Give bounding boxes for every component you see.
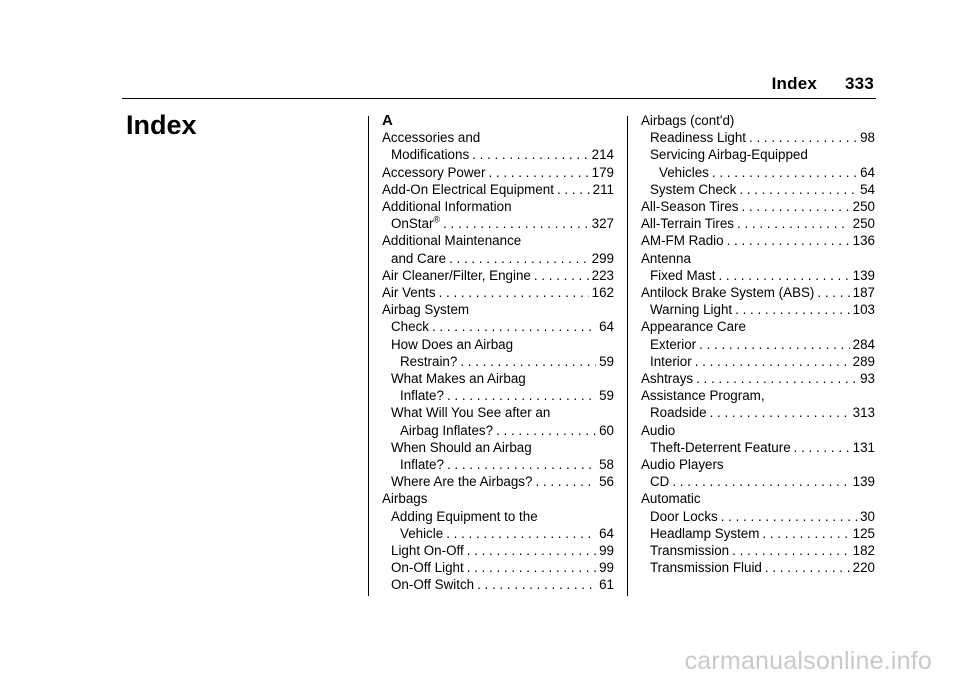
dot-leader <box>695 353 850 370</box>
index-entry-page: 223 <box>591 267 614 283</box>
index-entry-page: 187 <box>852 285 875 301</box>
index-entry-page: 59 <box>599 353 614 369</box>
index-entry-page: 211 <box>592 181 614 197</box>
index-entry-text: Add-On Electrical Equipment <box>382 181 554 197</box>
index-entry-label <box>391 318 429 335</box>
index-heading: What Will You See after an <box>391 405 551 421</box>
index-entry-page: 58 <box>599 457 614 473</box>
index-entry-label <box>650 508 718 525</box>
index-heading: Audio <box>641 422 676 438</box>
index-entry-label <box>391 559 464 576</box>
column-divider <box>627 116 628 596</box>
index-entry <box>382 525 614 542</box>
dot-leader <box>460 353 596 370</box>
index-entry-label <box>391 146 469 163</box>
index-heading: Audio Players <box>641 457 724 473</box>
index-entry-page: 99 <box>599 543 614 559</box>
index-entry-label <box>659 164 709 181</box>
index-letter-heading: A <box>382 112 393 129</box>
index-entry <box>382 267 614 284</box>
index-entry <box>641 129 875 146</box>
dot-leader <box>765 559 850 576</box>
header-rule <box>122 98 876 99</box>
index-entry-text: Modifications <box>391 147 470 163</box>
index-entry-label <box>641 198 739 215</box>
index-entry <box>382 422 614 439</box>
index-entry-text: Warning Light <box>650 302 733 318</box>
dot-leader <box>467 542 596 559</box>
index-entry-text: Ashtrays <box>641 371 694 387</box>
dot-leader <box>762 525 849 542</box>
dot-leader <box>443 215 589 232</box>
index-entry <box>641 267 875 284</box>
index-entry-label <box>391 576 474 593</box>
dot-leader <box>449 250 589 267</box>
index-entry-page: 162 <box>591 285 614 301</box>
dot-leader <box>710 404 850 421</box>
index-entry-text: AM-FM Radio <box>641 233 724 249</box>
index-entry-page: 61 <box>599 577 614 593</box>
index-heading: Adding Equipment to the <box>391 508 538 524</box>
index-entry-page: 250 <box>852 216 875 232</box>
index-entry-text: Transmission <box>650 543 730 559</box>
index-entry <box>641 215 875 232</box>
dot-leader <box>696 370 857 387</box>
dot-leader <box>718 267 849 284</box>
index-entry <box>382 387 614 404</box>
index-entry-page: 64 <box>599 525 614 541</box>
index-entry <box>382 456 614 473</box>
index-entry-label <box>400 525 443 542</box>
index-entry-text: Theft-Deterrent Feature <box>650 439 791 455</box>
index-entry-page: 103 <box>852 302 875 318</box>
dot-leader <box>699 336 850 353</box>
index-entry-label <box>391 215 440 232</box>
index-entry-page: 60 <box>599 422 614 438</box>
index-entry-page: 289 <box>852 353 875 369</box>
header-section-title: Index <box>771 74 818 93</box>
index-entry-text: All-Season Tires <box>641 199 739 215</box>
index-entry-text: Light On-Off <box>391 543 464 559</box>
index-entry-page: 131 <box>852 439 875 455</box>
dot-leader <box>534 267 589 284</box>
index-heading: Additional Information <box>382 199 512 215</box>
dot-leader <box>727 232 850 249</box>
index-entry-label <box>650 439 791 456</box>
index-entry-page: 59 <box>599 388 614 404</box>
index-entry <box>382 559 614 576</box>
dot-leader <box>737 215 850 232</box>
index-entry-text: Check <box>391 319 429 335</box>
index-entry-label <box>382 164 485 181</box>
index-entry-label <box>400 353 457 370</box>
index-entry <box>641 198 875 215</box>
index-entry-page: 98 <box>860 130 875 146</box>
index-entry-label <box>650 559 762 576</box>
index-entry-text: Antilock Brake System (ABS) <box>641 285 815 301</box>
index-entry-label <box>641 370 693 387</box>
index-entry <box>382 250 614 267</box>
page-title: Index <box>126 110 197 140</box>
index-entry-text: Vehicles <box>659 164 709 180</box>
index-entry <box>641 336 875 353</box>
index-entry <box>641 439 875 456</box>
index-entry <box>382 164 614 181</box>
index-entry <box>641 181 875 198</box>
index-entry-text: Vehicle <box>400 525 444 541</box>
index-entry-label <box>650 473 669 490</box>
index-entry-page: 64 <box>860 164 875 180</box>
index-entry <box>641 301 875 318</box>
index-entry-page: 99 <box>599 560 614 576</box>
index-entry-label <box>650 404 707 421</box>
index-heading: Additional Maintenance <box>382 233 522 249</box>
index-entry-label <box>650 336 696 353</box>
index-entry <box>641 353 875 370</box>
dot-leader <box>447 456 596 473</box>
index-entry-text: On-Off Switch <box>391 577 475 593</box>
index-entry-page: 139 <box>852 474 875 490</box>
index-entry <box>641 404 875 421</box>
index-entry-text: Readiness Light <box>650 130 747 146</box>
index-entry-page: 214 <box>591 147 614 163</box>
index-entry-text: Air Vents <box>382 285 436 301</box>
index-entry <box>382 284 614 301</box>
index-entry <box>641 473 875 490</box>
index-entry-page: 136 <box>852 233 875 249</box>
index-entry <box>641 525 875 542</box>
index-entry <box>382 318 614 335</box>
index-entry <box>641 559 875 576</box>
index-entry-page: 327 <box>591 216 614 232</box>
index-entry-label <box>400 422 493 439</box>
index-entry-page: 125 <box>852 525 875 541</box>
dot-leader <box>557 181 590 198</box>
index-entry-text: Airbag Inflates? <box>400 422 494 438</box>
dot-leader <box>535 473 596 490</box>
index-entry-text: Exterior <box>650 336 697 352</box>
index-entry-page: 220 <box>852 560 875 576</box>
index-entry-text: Fixed Mast <box>650 267 716 283</box>
index-entry <box>641 232 875 249</box>
index-entry-text: Interior <box>650 353 692 369</box>
index-heading: Airbags (cont'd) <box>641 113 735 128</box>
index-entry-page: 313 <box>852 405 875 421</box>
index-entry-text: Headlamp System <box>650 525 760 541</box>
dot-leader <box>721 508 857 525</box>
index-entry-label <box>641 284 814 301</box>
index-heading: When Should an Airbag <box>391 439 532 455</box>
dot-leader <box>477 576 596 593</box>
index-entry-label <box>400 456 444 473</box>
index-entry-text: Restrain? <box>400 353 458 369</box>
dot-leader <box>446 525 596 542</box>
index-heading: How Does an Airbag <box>391 336 514 352</box>
index-heading: Airbag System <box>382 302 470 318</box>
index-heading: Automatic <box>641 491 701 507</box>
index-entry-page: 182 <box>852 543 875 559</box>
index-entry-label <box>391 473 532 490</box>
index-heading: Servicing Airbag-Equipped <box>650 147 808 163</box>
dot-leader <box>496 422 596 439</box>
index-entry-page: 179 <box>591 164 614 180</box>
index-heading: Airbags <box>382 491 428 507</box>
index-entry-page: 93 <box>860 371 875 387</box>
index-entry-text: System Check <box>650 181 737 197</box>
index-entry-text: All-Terrain Tires <box>641 216 735 232</box>
index-entry-page: 299 <box>591 250 614 266</box>
dot-leader <box>447 387 596 404</box>
index-column-2 <box>641 112 875 576</box>
index-entry-label <box>650 525 759 542</box>
dot-leader <box>439 284 589 301</box>
dot-leader <box>472 146 589 163</box>
index-entry <box>382 146 614 163</box>
index-entry <box>382 542 614 559</box>
index-entry <box>641 284 875 301</box>
index-entry <box>382 473 614 490</box>
index-entry-page: 30 <box>860 508 875 524</box>
index-entry-label <box>641 232 724 249</box>
index-entry-text: Air Cleaner/Filter, Engine <box>382 267 531 283</box>
index-entry-label <box>382 267 531 284</box>
index-entry-text: Transmission Fluid <box>650 560 762 576</box>
dot-leader <box>488 164 588 181</box>
index-entry-text: Where Are the Airbags? <box>391 474 533 490</box>
index-entry <box>641 164 875 181</box>
index-entry-label <box>650 542 729 559</box>
index-entry-label <box>400 387 444 404</box>
index-entry-label <box>382 284 436 301</box>
index-heading: Assistance Program, <box>641 388 765 404</box>
dot-leader <box>712 164 857 181</box>
index-entry-page: 284 <box>852 336 875 352</box>
index-entry-text: and Care <box>391 250 447 266</box>
index-entry-text: OnStar <box>391 216 434 232</box>
index-entry <box>641 370 875 387</box>
index-entry-text: Inflate? <box>400 457 444 473</box>
dot-leader <box>735 301 850 318</box>
registered-mark: ® <box>433 214 441 225</box>
index-entry-text: Roadside <box>650 405 707 421</box>
index-entry-label <box>650 267 715 284</box>
watermark: carmanualsonline.info <box>684 647 932 675</box>
dot-leader <box>672 473 849 490</box>
dot-leader <box>742 198 850 215</box>
index-entry <box>382 181 614 198</box>
index-entry-text: Inflate? <box>400 388 444 404</box>
index-entry-label <box>391 542 464 559</box>
index-entry-label <box>391 250 446 267</box>
dot-leader <box>732 542 850 559</box>
index-entry <box>641 508 875 525</box>
index-entry-text: Door Locks <box>650 508 718 524</box>
column-divider <box>368 116 369 596</box>
index-entry <box>382 353 614 370</box>
index-entry <box>382 215 614 232</box>
index-entry-label <box>650 353 692 370</box>
index-entry-text: CD <box>650 474 670 490</box>
index-entry <box>382 576 614 593</box>
index-entry-text: Accessory Power <box>382 164 486 180</box>
index-entry-label <box>650 301 732 318</box>
index-entry-label <box>641 215 734 232</box>
index-entry-page: 54 <box>860 181 875 197</box>
index-entry-label <box>650 181 736 198</box>
index-entry-page: 56 <box>599 474 614 490</box>
index-column-1 <box>382 112 614 594</box>
index-entry-page: 250 <box>852 199 875 215</box>
dot-leader <box>817 284 849 301</box>
dot-leader <box>467 559 596 576</box>
index-heading: Appearance Care <box>641 319 746 335</box>
dot-leader <box>749 129 857 146</box>
index-heading: Accessories and <box>382 130 481 146</box>
dot-leader <box>739 181 857 198</box>
dot-leader <box>794 439 850 456</box>
index-entry-page: 64 <box>599 319 614 335</box>
running-header <box>772 74 874 94</box>
index-heading: Antenna <box>641 250 691 266</box>
index-heading: What Makes an Airbag <box>391 371 526 387</box>
index-entry-text: On-Off Light <box>391 560 464 576</box>
index-entry-label <box>382 181 554 198</box>
index-entry-page: 139 <box>852 267 875 283</box>
header-page-number: 333 <box>845 74 874 93</box>
index-entry <box>641 542 875 559</box>
index-entry-label <box>650 129 746 146</box>
dot-leader <box>432 318 596 335</box>
